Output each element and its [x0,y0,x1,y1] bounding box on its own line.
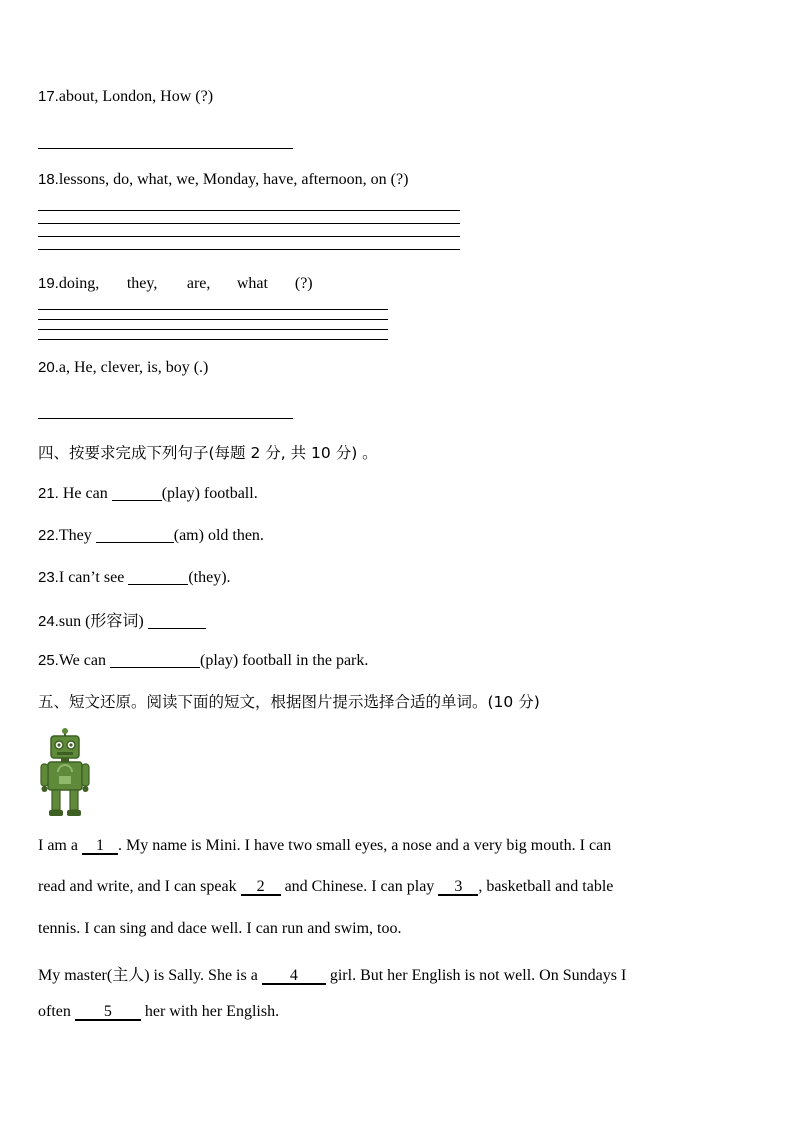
question-text-after: (play) football in the park. [199,652,369,669]
question-text-before: We can [58,652,110,669]
passage-blank-1[interactable]: 1 [82,839,118,855]
passage-text: and Chinese. I can play [280,878,439,895]
passage-text: often [38,1003,75,1020]
question-18 [38,171,408,189]
question-text: lessons, do, what, we, Monday, have, afternoon, on (?) [58,171,409,188]
word: doing, [58,275,100,292]
question-text-after: (am) old then. [173,527,264,544]
passage-line [38,1003,279,1021]
passage-blank-2[interactable]: 2 [241,880,281,896]
question-19 [38,275,313,293]
passage-line [38,962,626,985]
question-number: 22. [38,527,59,544]
question-number: 17. [38,88,59,105]
passage-blank-5[interactable]: 5 [75,1005,141,1021]
passage-line [38,878,613,896]
question-text-before: They [58,527,96,544]
question-text: about, London, How (?) [58,88,214,105]
question-text-before: He can [58,485,112,502]
section-4-heading: 四、按要求完成下列句子(每题 2 分, 共 10 分) 。 [38,444,378,462]
section-5-heading: 五、短文还原。阅读下面的短文，根据图片提示选择合适的单词。(10 分) [38,693,540,711]
question-21 [38,483,258,503]
question-20 [38,359,208,377]
question-number: 23. [38,569,59,586]
question-number: 24. [38,613,59,630]
passage-text: , basketball and table [478,878,614,895]
passage-blank-3[interactable]: 3 [438,880,478,896]
passage-blank-4[interactable]: 4 [262,969,326,985]
question-number: 25. [38,652,59,669]
answer-line[interactable] [38,319,388,320]
question-23 [38,567,231,587]
word: they, [126,275,158,292]
passage-text: . My name is Mini. I have two small eyes, a nose and a very big mouth. I can [117,837,612,854]
answer-line[interactable] [38,418,293,419]
passage-text: girl. But her English is not well. On Sundays I [325,967,627,984]
passage-text: My master(主人) is Sally. She is a [38,967,262,984]
answer-line[interactable] [38,329,388,330]
robot-icon [38,728,92,818]
question-25 [38,650,368,670]
answer-line[interactable] [38,339,388,340]
question-17 [38,88,213,106]
fill-in-blank[interactable] [96,525,174,543]
word: (?) [294,275,313,292]
question-text-after: (play) football. [161,485,258,502]
word: are, [186,275,211,292]
question-text-after: (they). [188,569,231,586]
question-24 [38,608,206,631]
question-number: 19. [38,275,59,292]
question-number: 18. [38,171,59,188]
answer-line[interactable] [38,249,460,250]
question-22 [38,525,264,545]
answer-line[interactable] [38,223,460,224]
answer-line[interactable] [38,309,388,310]
passage-text: her with her English. [140,1003,280,1020]
question-text: a, He, clever, is, boy (.) [58,359,209,376]
passage-line [38,920,401,938]
fill-in-blank[interactable] [148,611,206,629]
question-text-before: sun (形容词) [58,613,148,630]
passage-text: read and write, and I can speak [38,878,241,895]
question-text-before: I can’t see [58,569,129,586]
fill-in-blank[interactable] [110,650,200,668]
word: what [236,275,268,292]
passage-line [38,837,611,855]
answer-line[interactable] [38,210,460,211]
answer-line[interactable] [38,236,460,237]
passage-text: tennis. I can sing and dace well. I can run and swim, too. [38,920,402,937]
question-number: 21. [38,485,59,502]
passage-text: I am a [38,837,82,854]
answer-line[interactable] [38,148,293,149]
question-number: 20. [38,359,59,376]
fill-in-blank[interactable] [128,567,188,585]
fill-in-blank[interactable] [112,483,162,501]
